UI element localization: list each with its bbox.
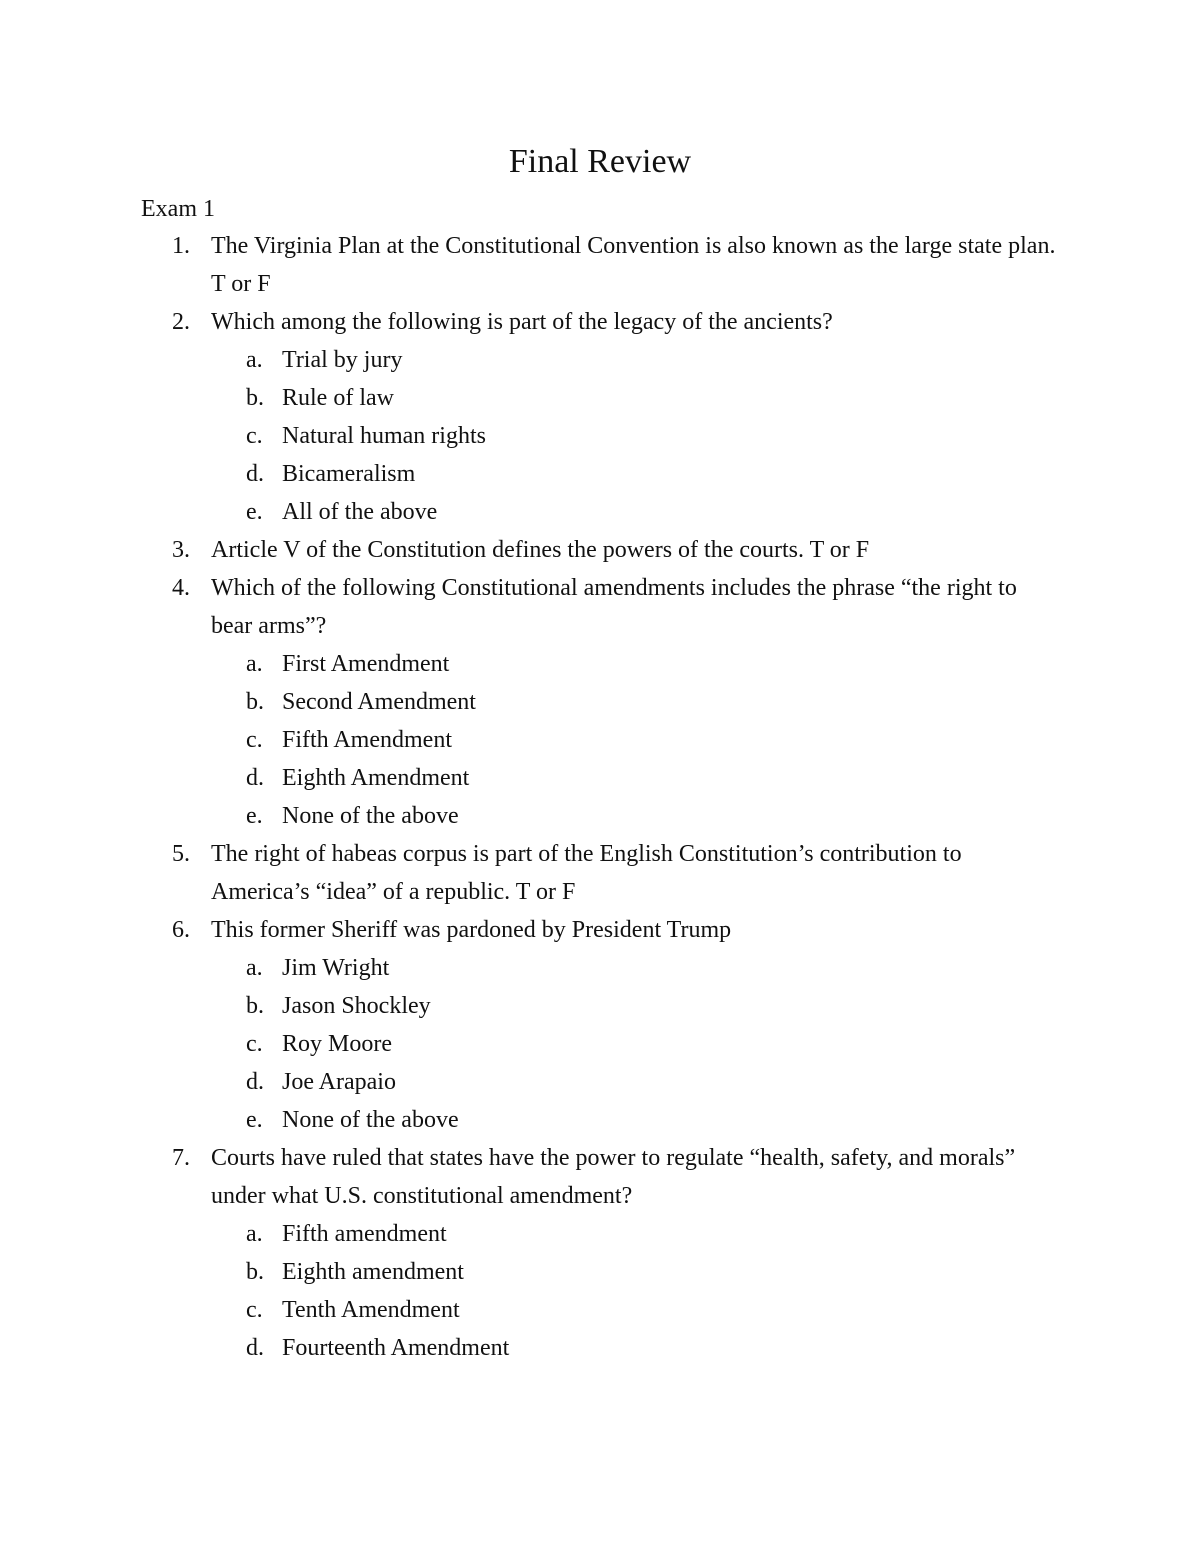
option-letter: d. [246, 1069, 264, 1095]
question-number: 6. [172, 917, 190, 943]
answer-option [0, 1063, 1200, 1101]
question-row [0, 569, 1200, 645]
option-letter: d. [246, 461, 264, 487]
question-text: The right of habeas corpus is part of the English Constitution’s contribution to America’s “idea” of a republic. T or F [211, 841, 962, 905]
option-letter: b. [246, 689, 264, 715]
answer-option [0, 987, 1200, 1025]
question-number: 5. [172, 841, 190, 867]
answer-option [0, 1329, 1200, 1367]
option-text: First Amendment [282, 651, 450, 677]
answer-option [0, 949, 1200, 987]
answer-option [0, 1253, 1200, 1291]
question-row [0, 1139, 1200, 1215]
option-letter: b. [246, 1259, 264, 1285]
option-letter: c. [246, 1297, 263, 1323]
option-text: Fifth amendment [282, 1221, 447, 1247]
question-row [0, 911, 1200, 949]
option-letter: b. [246, 993, 264, 1019]
option-text: None of the above [282, 1107, 459, 1133]
option-letter: c. [246, 423, 263, 449]
question-text: Which among the following is part of the legacy of the ancients? [211, 309, 833, 335]
question-row [0, 531, 1200, 569]
option-text: Jim Wright [282, 955, 390, 981]
answer-option [0, 341, 1200, 379]
answer-options [0, 949, 1200, 1139]
answer-option [0, 1101, 1200, 1139]
answer-option [0, 759, 1200, 797]
option-letter: a. [246, 651, 263, 677]
option-text: Fourteenth Amendment [282, 1335, 510, 1361]
question-row [0, 835, 1200, 911]
option-letter: e. [246, 499, 263, 525]
answer-options [0, 341, 1200, 531]
answer-option [0, 645, 1200, 683]
option-text: Fifth Amendment [282, 727, 452, 753]
option-text: Trial by jury [282, 347, 403, 373]
option-text: None of the above [282, 803, 459, 829]
option-text: Roy Moore [282, 1031, 392, 1057]
option-text: All of the above [282, 499, 438, 525]
question-item [0, 227, 1200, 303]
question-number: 1. [172, 233, 190, 259]
answer-options [0, 645, 1200, 835]
option-letter: c. [246, 1031, 263, 1057]
question-text: The Virginia Plan at the Constitutional Convention is also known as the large state plan. T or F [211, 233, 1056, 297]
option-letter: e. [246, 803, 263, 829]
option-text: Eighth Amendment [282, 765, 470, 791]
option-letter: d. [246, 1335, 264, 1361]
question-text: Which of the following Constitutional amendments includes the phrase “the right to bear arms”? [211, 575, 1017, 639]
answer-option [0, 493, 1200, 531]
answer-option [0, 417, 1200, 455]
option-letter: b. [246, 385, 264, 411]
question-row [0, 227, 1200, 303]
option-letter: a. [246, 1221, 263, 1247]
answer-option [0, 1215, 1200, 1253]
option-text: Natural human rights [282, 423, 486, 449]
answer-option [0, 455, 1200, 493]
option-text: Second Amendment [282, 689, 476, 715]
option-letter: e. [246, 1107, 263, 1133]
answer-options [0, 1215, 1200, 1367]
section-label: Exam 1 [141, 196, 215, 222]
answer-option [0, 797, 1200, 835]
question-item [0, 1139, 1200, 1367]
answer-option [0, 1291, 1200, 1329]
question-number: 2. [172, 309, 190, 335]
question-item [0, 911, 1200, 1139]
option-text: Joe Arapaio [282, 1069, 396, 1095]
answer-option [0, 683, 1200, 721]
question-item [0, 835, 1200, 911]
answer-option [0, 379, 1200, 417]
option-letter: d. [246, 765, 264, 791]
option-text: Tenth Amendment [282, 1297, 460, 1323]
option-letter: a. [246, 955, 263, 981]
question-item [0, 531, 1200, 569]
option-letter: a. [246, 347, 263, 373]
question-row [0, 303, 1200, 341]
page-title: Final Review [508, 143, 692, 180]
question-text: This former Sheriff was pardoned by President Trump [211, 917, 732, 943]
question-item [0, 303, 1200, 531]
question-item [0, 569, 1200, 835]
option-text: Bicameralism [282, 461, 416, 487]
answer-option [0, 721, 1200, 759]
question-list [0, 227, 1200, 1367]
option-letter: c. [246, 727, 263, 753]
option-text: Jason Shockley [282, 993, 431, 1019]
question-text: Courts have ruled that states have the power to regulate “health, safety, and morals” under what U.S. constitutional amendment? [211, 1145, 1016, 1209]
option-text: Eighth amendment [282, 1259, 464, 1285]
option-text: Rule of law [282, 385, 394, 411]
question-number: 4. [172, 575, 190, 601]
question-number: 7. [172, 1145, 190, 1171]
answer-option [0, 1025, 1200, 1063]
question-text: Article V of the Constitution defines the powers of the courts. T or F [211, 537, 870, 563]
question-number: 3. [172, 537, 190, 563]
